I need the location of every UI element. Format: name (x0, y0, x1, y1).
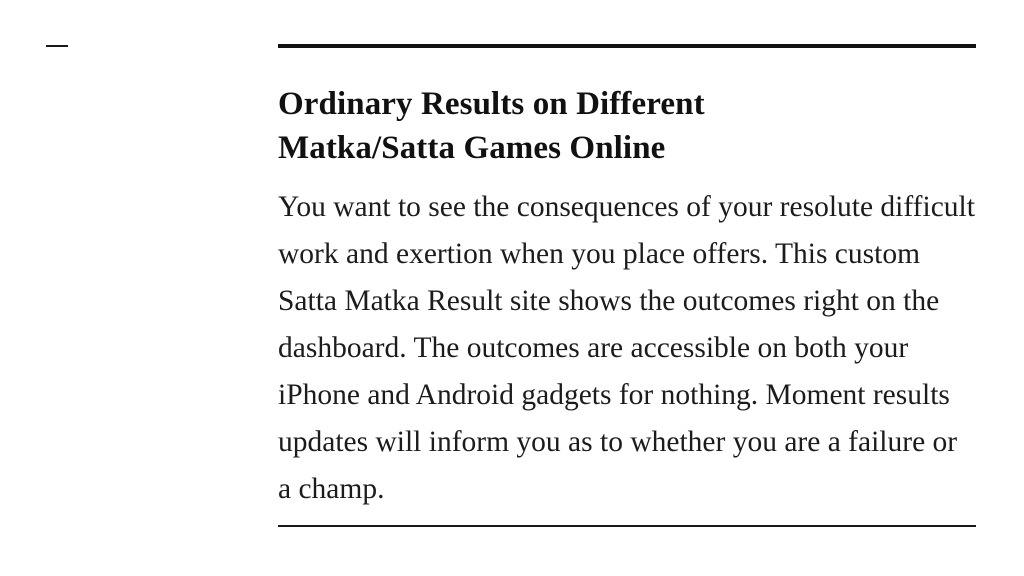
content-section (278, 44, 976, 527)
section-body-text: You want to see the consequences of your resolute difficult work and exertion when you place offers. This custom Satta Matka Result site shows the outcomes right on the dashboard. The outcomes are accessible on both your iPhone and Android gadgets for nothing. Moment results updates will inform you as to whether you are a failure or a champ. (278, 191, 975, 505)
section-bottom-divider (278, 525, 976, 527)
menu-dash-icon (46, 45, 68, 47)
section-heading: Ordinary Results on Different Matka/Satta Games Online (278, 86, 705, 166)
section-top-divider (278, 44, 976, 48)
